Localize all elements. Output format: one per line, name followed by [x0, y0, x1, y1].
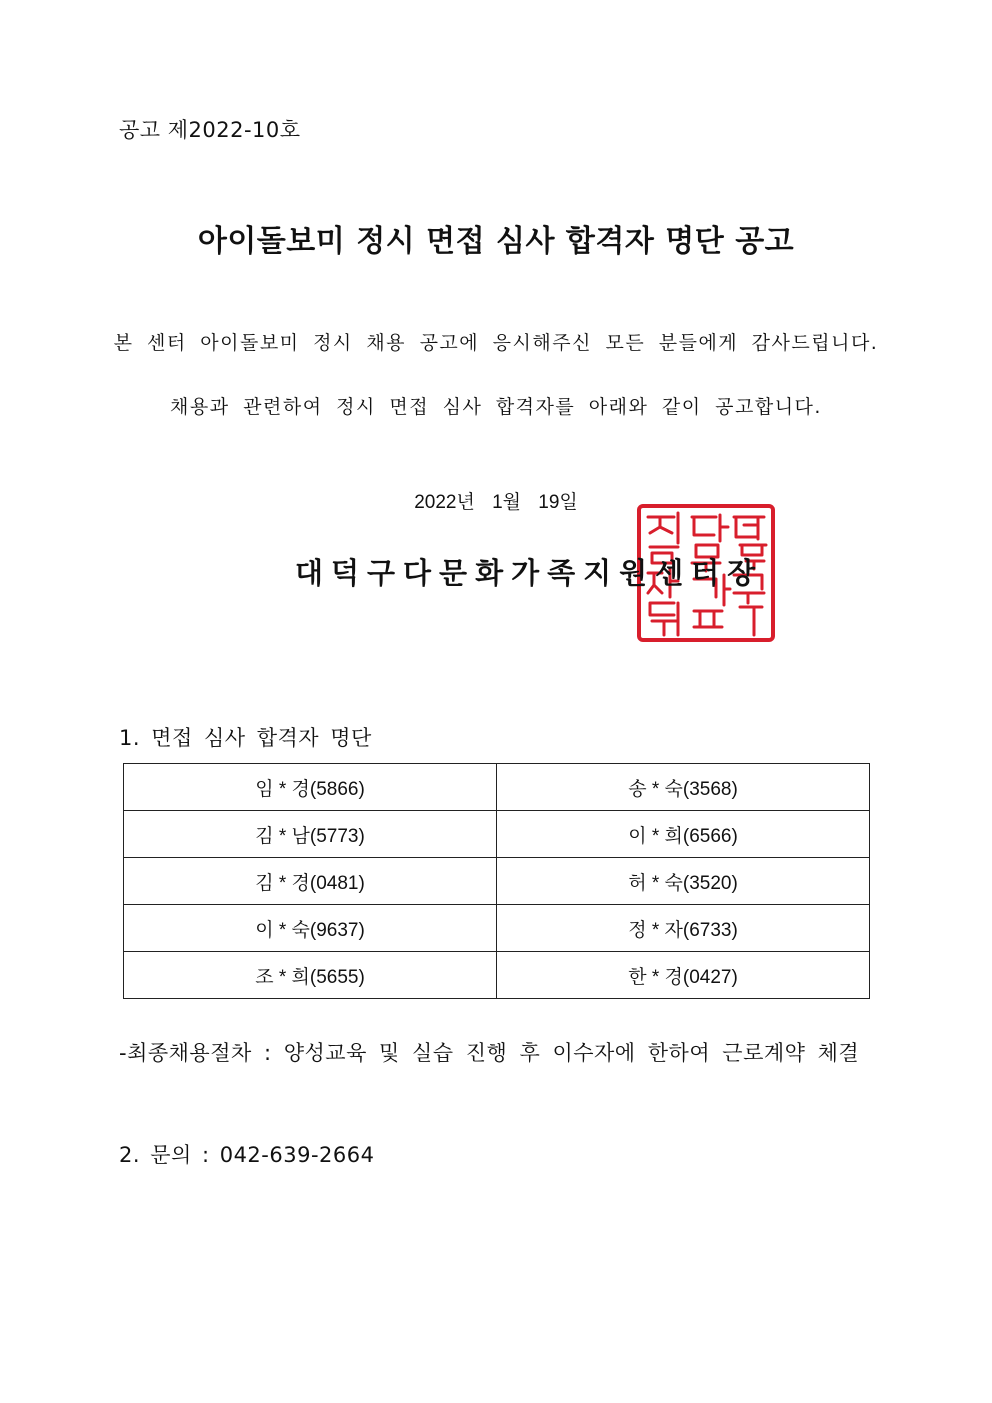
- table-cell: 정 * 자(6733): [497, 905, 870, 952]
- table-cell: 한 * 경(0427): [497, 952, 870, 999]
- table-cell: 이 * 희(6566): [497, 811, 870, 858]
- table-cell: 임 * 경(5866): [124, 764, 497, 811]
- table-cell: 이 * 숙(9637): [124, 905, 497, 952]
- page-title: 아이돌보미 정시 면접 심사 합격자 명단 공고: [197, 224, 795, 259]
- section-1-heading: 1. 면접 심사 합격자 명단: [119, 726, 372, 750]
- notice-date: 2022년 1월 19일: [414, 492, 578, 513]
- table-row: [124, 952, 870, 999]
- table-cell: 김 * 경(0481): [124, 858, 497, 905]
- table-cell: 김 * 남(5773): [124, 811, 497, 858]
- table-cell: 허 * 숙(3520): [497, 858, 870, 905]
- intro-line-1: 본 센터 아이돌보미 정시 채용 공고에 응시해주신 모든 분들에게 감사드립니다.: [113, 332, 879, 354]
- table-cell: 송 * 숙(3568): [497, 764, 870, 811]
- table-cell: 조 * 희(5655): [124, 952, 497, 999]
- passer-roster-table: [123, 763, 870, 999]
- table-row: [124, 811, 870, 858]
- contact-info: 2. 문의 : 042-639-2664: [119, 1143, 375, 1167]
- table-row: [124, 858, 870, 905]
- intro-line-2: 채용과 관련하여 정시 면접 심사 합격자를 아래와 같이 공고합니다.: [170, 396, 822, 418]
- notice-number: 공고 제2022-10호: [119, 118, 301, 142]
- issuer-name: 대덕구다문화가족지원센터장: [295, 556, 764, 590]
- table-row: [124, 764, 870, 811]
- final-procedure-note: -최종채용절차 : 양성교육 및 실습 진행 후 이수자에 한하여 근로계약 체결: [119, 1041, 860, 1065]
- table-row: [124, 905, 870, 952]
